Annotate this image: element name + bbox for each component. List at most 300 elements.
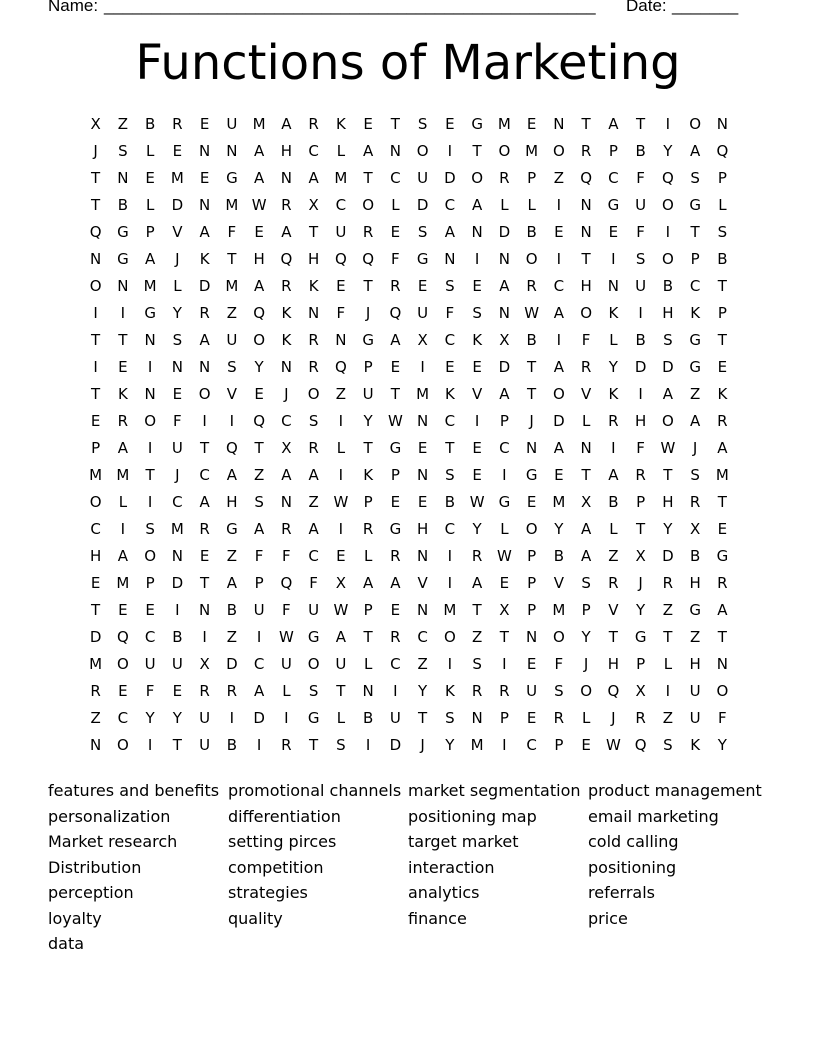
grid-letter: A bbox=[199, 331, 210, 349]
grid-letter: Q bbox=[334, 358, 347, 376]
grid-letter: P bbox=[145, 223, 155, 241]
grid-letter: E bbox=[717, 520, 728, 538]
grid-letter: Q bbox=[334, 250, 347, 268]
grid-letter: W bbox=[251, 196, 267, 214]
grid-letter: E bbox=[145, 169, 155, 187]
grid-letter: I bbox=[202, 628, 207, 646]
word-list-item: data bbox=[48, 934, 85, 953]
grid-letter: T bbox=[363, 439, 373, 457]
grid-letter: Y bbox=[608, 358, 618, 376]
grid-letter: D bbox=[634, 358, 647, 376]
grid-letter: I bbox=[175, 601, 180, 619]
grid-letter: S bbox=[581, 574, 591, 592]
grid-letter: Z bbox=[335, 385, 347, 403]
grid-letter: A bbox=[281, 466, 292, 484]
grid-letter: R bbox=[499, 169, 510, 187]
grid-letter: B bbox=[689, 547, 701, 565]
grid-letter: R bbox=[226, 682, 238, 700]
grid-letter: W bbox=[333, 601, 349, 619]
grid-letter: P bbox=[363, 493, 373, 511]
grid-row bbox=[82, 165, 736, 192]
grid-letter: T bbox=[717, 493, 727, 511]
grid-letter: L bbox=[718, 196, 727, 214]
grid-letter: M bbox=[116, 466, 130, 484]
grid-letter: I bbox=[447, 547, 453, 565]
grid-letter: T bbox=[472, 601, 482, 619]
grid-letter: R bbox=[689, 493, 701, 511]
grid-letter: O bbox=[144, 547, 157, 565]
grid-letter: S bbox=[445, 277, 455, 295]
grid-letter: G bbox=[117, 250, 129, 268]
word-list-item: competition bbox=[228, 857, 324, 877]
grid-letter: I bbox=[665, 223, 671, 241]
grid-letter: L bbox=[663, 655, 673, 673]
grid-letter: R bbox=[662, 574, 674, 592]
grid-letter: T bbox=[91, 385, 101, 403]
grid-letter: I bbox=[93, 304, 98, 322]
grid-letter: P bbox=[581, 601, 591, 619]
grid-letter: N bbox=[444, 250, 456, 268]
grid-row bbox=[82, 111, 736, 138]
grid-letter: E bbox=[172, 682, 183, 700]
grid-letter: R bbox=[362, 520, 374, 538]
grid-letter: I bbox=[284, 709, 289, 727]
grid-letter: Z bbox=[662, 709, 674, 727]
grid-letter: O bbox=[307, 385, 320, 403]
grid-letter: X bbox=[199, 655, 210, 673]
grid-letter: O bbox=[443, 628, 456, 646]
grid-letter: A bbox=[226, 574, 237, 592]
grid-letter: S bbox=[308, 412, 319, 430]
grid-letter: S bbox=[227, 358, 237, 376]
grid-letter: W bbox=[469, 493, 485, 511]
grid-letter: T bbox=[309, 223, 319, 241]
grid-letter: Z bbox=[226, 304, 238, 322]
grid-letter: I bbox=[447, 655, 453, 673]
grid-letter: B bbox=[226, 736, 238, 754]
grid-letter: C bbox=[444, 412, 456, 430]
grid-letter: F bbox=[145, 682, 155, 700]
grid-letter: Q bbox=[89, 223, 102, 241]
grid-letter: O bbox=[253, 331, 266, 349]
grid-letter: I bbox=[556, 196, 562, 214]
grid-letter: E bbox=[199, 547, 210, 565]
grid-letter: G bbox=[716, 547, 729, 565]
grid-letter: R bbox=[281, 196, 292, 214]
grid-letter: F bbox=[227, 223, 237, 241]
grid-row bbox=[82, 300, 736, 327]
grid-letter: A bbox=[253, 142, 265, 160]
grid-letter: R bbox=[390, 628, 401, 646]
grid-letter: U bbox=[226, 331, 238, 349]
grid-letter: E bbox=[199, 115, 210, 133]
grid-letter: A bbox=[580, 520, 592, 538]
word-list-item: target market bbox=[408, 832, 519, 851]
grid-letter: Q bbox=[661, 169, 674, 187]
grid-letter: B bbox=[717, 250, 728, 268]
grid-letter: T bbox=[200, 574, 210, 592]
grid-letter: L bbox=[336, 709, 346, 727]
grid-letter: B bbox=[144, 115, 156, 133]
grid-letter: T bbox=[717, 331, 727, 349]
grid-row bbox=[82, 462, 736, 489]
grid-letter: Y bbox=[663, 142, 673, 160]
grid-letter: I bbox=[202, 412, 207, 430]
grid-letter: M bbox=[225, 196, 239, 214]
grid-letter: N bbox=[362, 682, 374, 700]
grid-letter: P bbox=[363, 358, 373, 376]
grid-letter: W bbox=[660, 439, 676, 457]
grid-letter: L bbox=[581, 412, 591, 430]
grid-letter: C bbox=[444, 520, 456, 538]
word-list-item: finance bbox=[408, 908, 467, 928]
grid-letter: T bbox=[663, 628, 673, 646]
grid-letter: N bbox=[526, 628, 538, 646]
grid-letter: A bbox=[390, 331, 401, 349]
grid-letter: F bbox=[636, 169, 645, 187]
grid-letter: I bbox=[420, 358, 425, 376]
grid-letter: R bbox=[526, 277, 537, 295]
grid-letter: E bbox=[417, 439, 428, 457]
grid-letter: U bbox=[635, 196, 647, 214]
grid-letter: D bbox=[662, 358, 674, 376]
name-date-header bbox=[48, 0, 748, 18]
grid-row bbox=[82, 516, 736, 543]
grid-letter: N bbox=[226, 142, 238, 160]
grid-letter: T bbox=[309, 736, 319, 754]
grid-letter: J bbox=[638, 574, 643, 592]
grid-letter: S bbox=[663, 736, 673, 754]
grid-letter: B bbox=[526, 223, 537, 241]
grid-letter: Y bbox=[445, 736, 455, 754]
grid-letter: R bbox=[635, 466, 646, 484]
grid-letter: S bbox=[417, 223, 428, 241]
grid-letter: N bbox=[335, 331, 347, 349]
grid-letter: I bbox=[665, 115, 671, 133]
grid-letter: H bbox=[307, 250, 320, 268]
grid-letter: R bbox=[499, 682, 510, 700]
grid-letter: A bbox=[281, 115, 292, 133]
grid-letter: I bbox=[147, 358, 153, 376]
grid-letter: N bbox=[144, 385, 156, 403]
grid-letter: N bbox=[471, 709, 483, 727]
grid-letter: R bbox=[90, 682, 101, 700]
word-list-item: referrals bbox=[588, 883, 656, 902]
grid-row bbox=[82, 273, 736, 300]
grid-row bbox=[82, 570, 736, 597]
grid-letter: F bbox=[581, 331, 591, 349]
grid-letter: P bbox=[91, 439, 101, 457]
grid-letter: A bbox=[308, 466, 319, 484]
grid-row bbox=[82, 705, 736, 732]
grid-letter: T bbox=[363, 628, 373, 646]
grid-letter: C bbox=[308, 142, 319, 160]
word-list-item: positioning map bbox=[408, 806, 537, 826]
grid-row bbox=[82, 543, 736, 570]
word-list-item: personalization bbox=[48, 806, 171, 826]
grid-letter: I bbox=[502, 466, 507, 484]
grid-letter: N bbox=[526, 439, 538, 457]
grid-letter: R bbox=[608, 412, 619, 430]
grid-row bbox=[82, 435, 736, 462]
grid-letter: B bbox=[226, 601, 238, 619]
grid-letter: N bbox=[199, 601, 211, 619]
grid-letter: I bbox=[638, 385, 643, 403]
grid-letter: C bbox=[553, 277, 565, 295]
grid-letter: P bbox=[717, 169, 727, 187]
grid-letter: G bbox=[307, 628, 320, 646]
grid-letter: B bbox=[635, 142, 646, 160]
grid-letter: Q bbox=[253, 304, 266, 322]
grid-letter: L bbox=[363, 655, 373, 673]
grid-letter: T bbox=[527, 358, 537, 376]
grid-letter: L bbox=[500, 520, 509, 538]
grid-letter: K bbox=[472, 331, 483, 349]
grid-letter: H bbox=[253, 250, 265, 268]
grid-letter: R bbox=[362, 223, 374, 241]
grid-letter: N bbox=[716, 655, 728, 673]
grid-letter: I bbox=[229, 709, 235, 727]
grid-letter: I bbox=[447, 142, 453, 160]
grid-letter: I bbox=[93, 358, 98, 376]
grid-letter: F bbox=[391, 250, 400, 268]
grid-letter: F bbox=[336, 304, 346, 322]
grid-row bbox=[82, 651, 736, 678]
grid-letter: G bbox=[416, 250, 429, 268]
grid-letter: Q bbox=[280, 574, 293, 592]
grid-letter: C bbox=[608, 169, 619, 187]
grid-letter: A bbox=[553, 304, 564, 322]
word-list-item: interaction bbox=[408, 857, 495, 877]
grid-letter: H bbox=[416, 520, 429, 538]
grid-letter: I bbox=[556, 331, 562, 349]
grid-letter: P bbox=[608, 142, 618, 160]
grid-row bbox=[82, 489, 736, 516]
grid-letter: Z bbox=[553, 169, 565, 187]
word-list-item: analytics bbox=[408, 883, 480, 902]
grid-letter: E bbox=[172, 385, 183, 403]
grid-letter: S bbox=[472, 655, 482, 673]
page-title: Functions of Marketing bbox=[135, 35, 681, 91]
grid-letter: P bbox=[527, 601, 537, 619]
grid-letter: G bbox=[389, 439, 402, 457]
grid-letter: I bbox=[447, 574, 453, 592]
grid-row bbox=[82, 678, 736, 705]
grid-letter: Q bbox=[280, 250, 293, 268]
grid-letter: H bbox=[662, 304, 674, 322]
grid-letter: M bbox=[252, 115, 266, 133]
grid-letter: R bbox=[553, 709, 565, 727]
word-list-item: features and benefits bbox=[48, 781, 220, 800]
grid-letter: A bbox=[117, 547, 128, 565]
grid-letter: Y bbox=[172, 304, 182, 322]
grid-letter: X bbox=[308, 196, 319, 214]
grid-letter: V bbox=[553, 574, 564, 592]
word-list-item: perception bbox=[48, 883, 134, 902]
grid-letter: T bbox=[118, 331, 128, 349]
grid-letter: U bbox=[144, 655, 156, 673]
word-list-item: loyalty bbox=[48, 908, 102, 928]
grid-letter: C bbox=[499, 439, 510, 457]
grid-letter: M bbox=[89, 655, 103, 673]
grid-letter: A bbox=[499, 385, 510, 403]
grid-letter: E bbox=[472, 358, 482, 376]
grid-letter: N bbox=[607, 277, 619, 295]
grid-letter: E bbox=[445, 358, 455, 376]
grid-letter: T bbox=[363, 169, 373, 187]
grid-letter: N bbox=[553, 115, 565, 133]
grid-letter: O bbox=[689, 115, 702, 133]
grid-letter: X bbox=[90, 115, 101, 133]
grid-letter: K bbox=[335, 115, 346, 133]
grid-letter: R bbox=[281, 520, 292, 538]
grid-letter: T bbox=[445, 439, 455, 457]
grid-letter: B bbox=[444, 493, 456, 511]
word-list-item: price bbox=[588, 908, 628, 928]
grid-letter: I bbox=[474, 412, 480, 430]
grid-letter: C bbox=[308, 547, 319, 565]
grid-letter: Z bbox=[117, 115, 129, 133]
grid-letter: Z bbox=[689, 628, 701, 646]
grid-letter: H bbox=[689, 655, 701, 673]
grid-letter: D bbox=[171, 574, 184, 592]
grid-letter: N bbox=[144, 331, 156, 349]
grid-letter: A bbox=[717, 601, 728, 619]
grid-letter: Z bbox=[226, 547, 238, 565]
grid-row bbox=[82, 246, 736, 273]
grid-letter: U bbox=[689, 709, 701, 727]
grid-letter: A bbox=[553, 358, 564, 376]
grid-letter: J bbox=[583, 655, 589, 673]
grid-letter: R bbox=[308, 439, 319, 457]
grid-letter: U bbox=[417, 304, 429, 322]
grid-letter: D bbox=[662, 547, 674, 565]
grid-letter: U bbox=[199, 709, 211, 727]
word-list-item: product management bbox=[588, 781, 762, 800]
grid-letter: J bbox=[611, 709, 616, 727]
grid-letter: R bbox=[390, 547, 401, 565]
grid-letter: P bbox=[145, 574, 155, 592]
grid-letter: N bbox=[498, 250, 510, 268]
grid-letter: Y bbox=[636, 601, 646, 619]
grid-letter: Y bbox=[717, 736, 727, 754]
grid-letter: Q bbox=[634, 736, 647, 754]
grid-letter: Z bbox=[253, 466, 265, 484]
grid-letter: C bbox=[689, 277, 701, 295]
grid-letter: R bbox=[199, 520, 210, 538]
grid-letter: S bbox=[663, 331, 673, 349]
grid-letter: I bbox=[611, 439, 616, 457]
grid-letter: X bbox=[281, 439, 292, 457]
grid-letter: V bbox=[172, 223, 183, 241]
grid-letter: A bbox=[608, 466, 619, 484]
grid-letter: R bbox=[580, 142, 592, 160]
grid-letter: N bbox=[389, 142, 401, 160]
grid-letter: T bbox=[91, 601, 101, 619]
grid-letter: T bbox=[363, 277, 373, 295]
grid-letter: T bbox=[527, 385, 537, 403]
grid-letter: L bbox=[336, 142, 346, 160]
grid-letter: A bbox=[226, 466, 237, 484]
grid-letter: T bbox=[717, 277, 727, 295]
grid-letter: U bbox=[635, 277, 647, 295]
grid-letter: N bbox=[117, 277, 129, 295]
grid-letter: O bbox=[498, 142, 511, 160]
grid-letter: F bbox=[254, 547, 264, 565]
grid-letter: S bbox=[417, 115, 428, 133]
grid-letter: E bbox=[526, 655, 537, 673]
grid-letter: I bbox=[338, 520, 344, 538]
grid-letter: C bbox=[335, 196, 347, 214]
grid-letter: T bbox=[145, 466, 155, 484]
grid-letter: N bbox=[716, 115, 728, 133]
grid-letter: D bbox=[498, 358, 511, 376]
grid-letter: I bbox=[638, 304, 643, 322]
grid-letter: E bbox=[390, 223, 401, 241]
grid-letter: A bbox=[253, 682, 265, 700]
grid-letter: N bbox=[280, 169, 292, 187]
grid-letter: O bbox=[716, 682, 729, 700]
grid-letter: A bbox=[499, 277, 510, 295]
grid-letter: F bbox=[173, 412, 182, 430]
grid-letter: M bbox=[170, 169, 184, 187]
grid-letter: O bbox=[661, 412, 674, 430]
grid-letter: N bbox=[580, 223, 592, 241]
date-line: _______ bbox=[672, 0, 739, 15]
word-list-item: Distribution bbox=[48, 857, 142, 877]
grid-letter: T bbox=[91, 196, 101, 214]
grid-letter: G bbox=[362, 331, 374, 349]
grid-letter: C bbox=[199, 466, 210, 484]
grid-letter: S bbox=[254, 493, 264, 511]
grid-letter: H bbox=[226, 493, 238, 511]
grid-letter: B bbox=[662, 277, 674, 295]
grid-letter: K bbox=[117, 385, 128, 403]
grid-letter: I bbox=[147, 736, 153, 754]
grid-row bbox=[82, 192, 736, 219]
grid-letter: N bbox=[199, 142, 211, 160]
grid-letter: T bbox=[227, 250, 237, 268]
word-list-item: cold calling bbox=[588, 832, 679, 851]
grid-letter: S bbox=[635, 250, 646, 268]
grid-letter: T bbox=[690, 223, 700, 241]
grid-letter: Y bbox=[472, 520, 482, 538]
grid-letter: L bbox=[145, 142, 155, 160]
grid-letter: T bbox=[608, 628, 618, 646]
grid-letter: K bbox=[281, 331, 292, 349]
grid-letter: I bbox=[474, 250, 480, 268]
grid-letter: C bbox=[417, 628, 428, 646]
grid-letter: R bbox=[635, 709, 646, 727]
grid-letter: C bbox=[90, 520, 101, 538]
grid-letter: S bbox=[336, 736, 346, 754]
grid-letter: Q bbox=[716, 142, 729, 160]
grid-letter: M bbox=[116, 574, 130, 592]
grid-letter: U bbox=[526, 682, 538, 700]
grid-letter: F bbox=[282, 601, 291, 619]
grid-letter: P bbox=[254, 574, 264, 592]
grid-letter: M bbox=[334, 169, 348, 187]
grid-letter: C bbox=[526, 736, 537, 754]
grid-letter: O bbox=[552, 385, 565, 403]
grid-letter: X bbox=[499, 331, 510, 349]
grid-letter: L bbox=[609, 331, 618, 349]
grid-letter: C bbox=[172, 493, 183, 511]
grid-letter: C bbox=[253, 655, 265, 673]
grid-letter: R bbox=[308, 115, 319, 133]
grid-letter: S bbox=[445, 466, 455, 484]
grid-letter: A bbox=[117, 439, 128, 457]
